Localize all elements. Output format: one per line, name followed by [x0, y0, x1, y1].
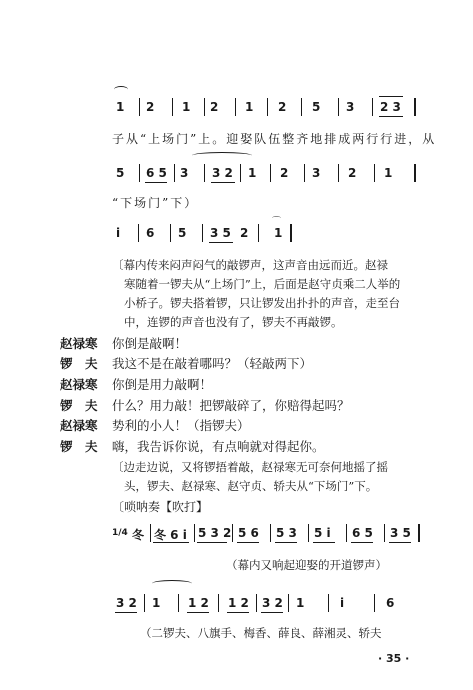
beam-underline — [115, 612, 137, 613]
note: 2 — [240, 226, 249, 240]
barline — [301, 98, 302, 116]
stage-line: 寒随着一锣夫从“上场门”上，后面是赵守贞乘二人举的 — [124, 277, 401, 291]
page-number: · 35 · — [378, 652, 410, 665]
note: 1 — [245, 100, 254, 114]
note: 3 — [312, 166, 321, 180]
barline — [218, 594, 219, 612]
barline — [414, 98, 416, 116]
tie-mark — [114, 86, 128, 93]
barline — [170, 224, 171, 242]
stage-direction-3: （幕内又响起迎娶的开道锣声） — [226, 558, 387, 572]
note: 3 5 — [210, 226, 231, 240]
barline — [172, 98, 173, 116]
barline — [372, 98, 373, 116]
stage-line: 头，锣夫、赵禄寒、赵守贞、轿夫从“下场门”下。 — [124, 479, 378, 493]
beam-underline — [379, 116, 403, 117]
barline — [288, 594, 289, 612]
beam-underline — [145, 182, 167, 183]
note: 1 — [384, 166, 393, 180]
note: 3 — [346, 100, 355, 114]
barline — [290, 224, 292, 242]
score-line-3 — [112, 217, 312, 248]
speaker-name: 锣 夫 — [60, 356, 98, 371]
note: 5 — [116, 166, 125, 180]
beam-underline — [389, 542, 411, 543]
speaker-name: 锣 夫 — [60, 439, 98, 454]
barline — [204, 98, 205, 116]
beam-underline — [237, 542, 259, 543]
stage-line: 〔幕内传来闷声闷气的敲锣声，这声音由远而近。赵禄 — [112, 258, 388, 272]
time-signature: 1/4 — [112, 528, 128, 538]
note: 5 — [178, 226, 187, 240]
barline — [258, 224, 259, 242]
note: 1 — [248, 166, 257, 180]
note: 1 — [274, 226, 283, 240]
beam-underline — [211, 182, 235, 183]
beam-underline — [313, 542, 335, 543]
score-line-5 — [112, 596, 432, 618]
barline — [235, 98, 236, 116]
note: 2 — [210, 100, 219, 114]
stage-line: 中，连锣的声音也没有了，锣夫不再敲锣。 — [124, 315, 343, 329]
stage-line: 〔边走边说，又将锣捂着敲，赵禄寒无可奈何地摇了摇 — [112, 460, 388, 474]
note: 冬 6 i — [154, 528, 187, 542]
speaker-name: 赵禄寒 — [60, 418, 98, 433]
dialogue-line: 你倒是用力敲啊！ — [112, 377, 213, 392]
stage-direction-2 — [112, 458, 388, 496]
barline — [174, 164, 175, 182]
stage-direction-1 — [112, 256, 400, 332]
tie-mark — [152, 580, 192, 587]
lyric-line-2: “下场门”下） — [112, 196, 199, 210]
note: 6 5 — [352, 526, 373, 540]
note: 1 2 — [188, 596, 209, 610]
beam-underline — [379, 96, 403, 97]
barline — [308, 524, 309, 542]
score-line-2 — [112, 166, 432, 188]
note: 6 5 — [146, 166, 167, 180]
note: 冬 — [132, 528, 145, 542]
barline — [139, 164, 140, 182]
dialogue-line: 我这不是在敲着哪吗？（轻敲两下） — [112, 356, 313, 371]
note: 6 — [386, 596, 395, 610]
speaker-name: 锣 夫 — [60, 398, 98, 413]
note: 3 2 — [116, 596, 137, 610]
beam-underline — [261, 612, 283, 613]
barline — [139, 98, 140, 116]
note: 6 — [146, 226, 155, 240]
stage-line: 小桥子。锣夫搭着锣，只让锣发出扑扑的声音，走至台 — [124, 296, 400, 310]
note: 3 5 — [390, 526, 411, 540]
barline — [194, 524, 195, 542]
beam-underline — [275, 542, 297, 543]
note: 2 — [146, 100, 155, 114]
note: 5 6 — [238, 526, 259, 540]
barline — [418, 524, 420, 542]
barline — [178, 594, 179, 612]
note: 1 — [182, 100, 191, 114]
dialogue-line: 什么？用力敲！把锣敲碎了，你赔得起吗？ — [112, 398, 350, 413]
beam-underline — [209, 242, 233, 243]
note: 5 i — [314, 526, 331, 540]
note: 1 2 — [228, 596, 249, 610]
barline — [270, 524, 271, 542]
note: i — [116, 226, 121, 240]
note: 2 — [280, 166, 289, 180]
dialogue-line: 势利的小人！（指锣夫） — [112, 418, 250, 433]
fermata-icon: ⌒ — [272, 217, 282, 227]
speaker-name: 赵禄寒 — [60, 377, 98, 392]
tie-mark — [192, 152, 252, 159]
stage-direction-4: （二锣夫、八旗手、梅香、薛良、薛湘灵、轿夫 — [140, 626, 382, 640]
note: 5 3 2 — [198, 526, 232, 540]
beam-underline — [351, 542, 373, 543]
note: 2 — [278, 100, 287, 114]
note: 5 — [312, 100, 321, 114]
note: 1 — [116, 100, 125, 114]
dialogue-line: 你倒是敲啊！ — [112, 336, 188, 351]
barline — [346, 524, 347, 542]
note: 5 3 — [276, 526, 297, 540]
barline — [150, 524, 151, 542]
lyric-line-1: 子从“上场门”上。迎娶队伍整齐地排成两行行进，从 — [112, 132, 437, 146]
score-line-4 — [112, 526, 432, 548]
barline — [328, 594, 329, 612]
note: 2 — [348, 166, 357, 180]
barline — [304, 164, 305, 182]
dialogue-line: 嗨，我告诉你说，有点响就对得起你。 — [112, 439, 325, 454]
barline — [384, 524, 385, 542]
note: i — [340, 596, 345, 610]
barline — [374, 164, 375, 182]
speaker-name: 赵禄寒 — [60, 336, 98, 351]
note: 1 — [296, 596, 305, 610]
barline — [374, 594, 375, 612]
beam-underline — [227, 612, 249, 613]
barline — [144, 594, 145, 612]
note: 1 — [152, 596, 161, 610]
music-cue: 〔唢呐奏【吹打】 — [112, 500, 209, 514]
score-line-1 — [112, 100, 432, 122]
beam-underline — [187, 612, 209, 613]
barline — [232, 524, 233, 542]
note: 2 3 — [380, 100, 401, 114]
barline — [138, 224, 139, 242]
barline — [204, 164, 205, 182]
beam-underline — [197, 542, 227, 543]
barline — [338, 98, 339, 116]
barline — [267, 98, 268, 116]
note: 3 2 — [262, 596, 283, 610]
barline — [240, 164, 241, 182]
note: 3 — [180, 166, 189, 180]
note: 3 2 — [212, 166, 233, 180]
beam-underline — [153, 542, 189, 543]
barline — [256, 594, 257, 612]
barline — [414, 164, 416, 182]
barline — [338, 164, 339, 182]
barline — [270, 164, 271, 182]
barline — [202, 224, 203, 242]
